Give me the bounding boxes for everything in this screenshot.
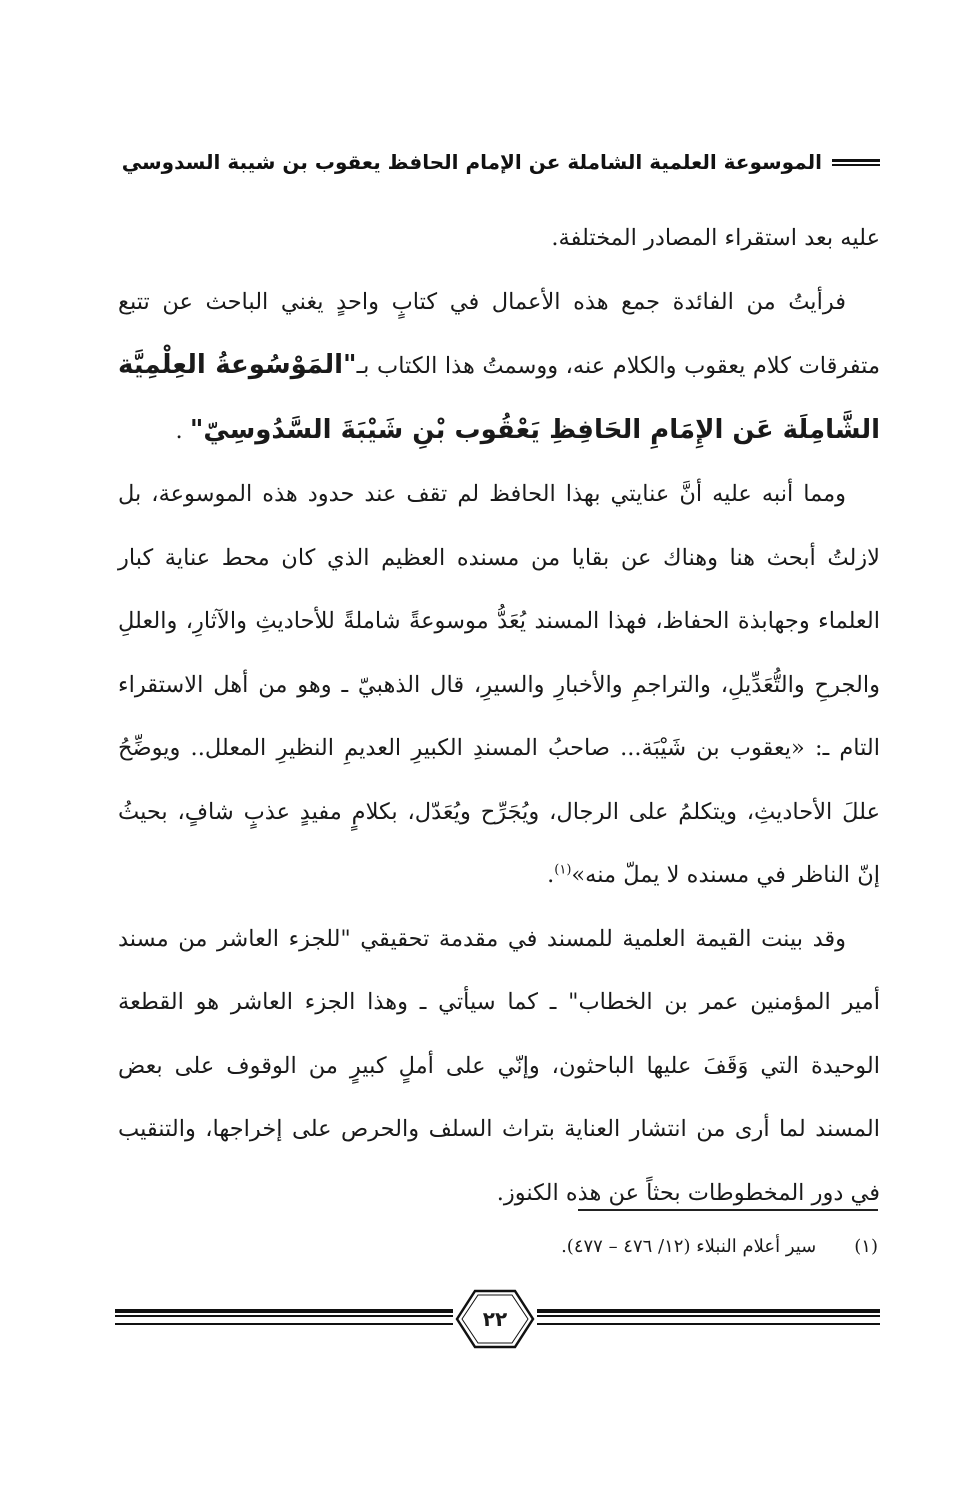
header-rule-right <box>832 159 880 166</box>
footnote-text: سير أعلام النبلاء (١٢/ ٤٧٦ – ٤٧٧). <box>561 1236 817 1257</box>
footnote-separator <box>578 1209 878 1211</box>
page-number: ٢٢ <box>482 1307 508 1331</box>
paragraph-continuation: عليه بعد استقراء المصادر المختلفة. <box>551 225 880 251</box>
paragraph-book-naming <box>118 271 880 464</box>
running-header <box>112 142 880 182</box>
paragraph-text: ومما أنبه عليه أنَّ عنايتي بهذا الحافظ لم تقف عند حدود هذه الموسوعة، بل لازلتُ أبحث هنا وهناك عن بقايا من مسنده العظيم الذي كان محط عناية كبار العلماء وجهابذة الحفاظ، فهذا المسند يُعَدُّ موسوعةً شاملةً للأحاديثِ والآثارِ، والعللِ والجرحِ والتُّعَدِّيلِ، والتراجمِ والأخبارِ والسيرِ، قال الذهبيّ ـ وهو من أهل الاستقراء التام ـ: «يعقوب بن شَيْبَة... صاحبُ المسندِ الكبيرِ العديمِ النظيرِ المعلل.. ويوضِّحُ عللَ الأحاديثِ، ويتكلمُ على الرجال، ويُجَرِّح ويُعَدّل، بكلامٍ مفيدٍ عذبٍ شافٍ، بحيثُ إنّ الناظر في مسنده لا يملّ منه» <box>118 481 880 888</box>
page-body <box>118 207 880 1225</box>
page-number-badge <box>453 1288 537 1350</box>
footnote-reference: (١) <box>554 862 572 878</box>
footnote-number: (١) <box>854 1236 878 1257</box>
paragraph-tenth-part: وقد بينت القيمة العلمية للمسند في مقدمة تحقيقي "للجزء العاشر من مسند أمير المؤمنين عمر بن الخطاب" ـ كما سيأتي ـ وهذا الجزء العاشر هو القطعة الوحيدة التي وَقَفَ عليها الباحثون، وإنّي على أملٍ كبيرٍ من الوقوف على بعض المسند لما أرى من انتشار العناية بتراث السلف والحرص على إخراجها، والتنقيب في دور المخطوطات بحثاً عن هذه الكنوز. <box>118 925 880 1206</box>
paragraph-text: . <box>547 862 555 888</box>
paragraph-text: فرأيتُ من الفائدة جمع هذه الأعمال في كتابٍ واحدٍ يغني الباحث عن تتبع متفرقات كلام يعقوب والكلام عنه، ووسمتُ هذا الكتاب بـ <box>118 288 880 379</box>
paragraph-text: . <box>175 417 190 444</box>
paragraph-musnad <box>118 463 880 908</box>
footnote <box>278 1232 878 1262</box>
page-footer <box>115 1288 880 1350</box>
running-header-title: الموسوعة العلمية الشاملة عن الإمام الحافظ يعقوب بن شيبة السدوسي <box>121 150 822 174</box>
book-title: "المَوْسُوعةُ العِلْمِيَّة الشَّامِلَة عَن الإِمَامِ الحَافِظِ يَعْقُوب بْنِ شَيْبَةَ السَّدُوسِيّ" <box>118 350 880 445</box>
